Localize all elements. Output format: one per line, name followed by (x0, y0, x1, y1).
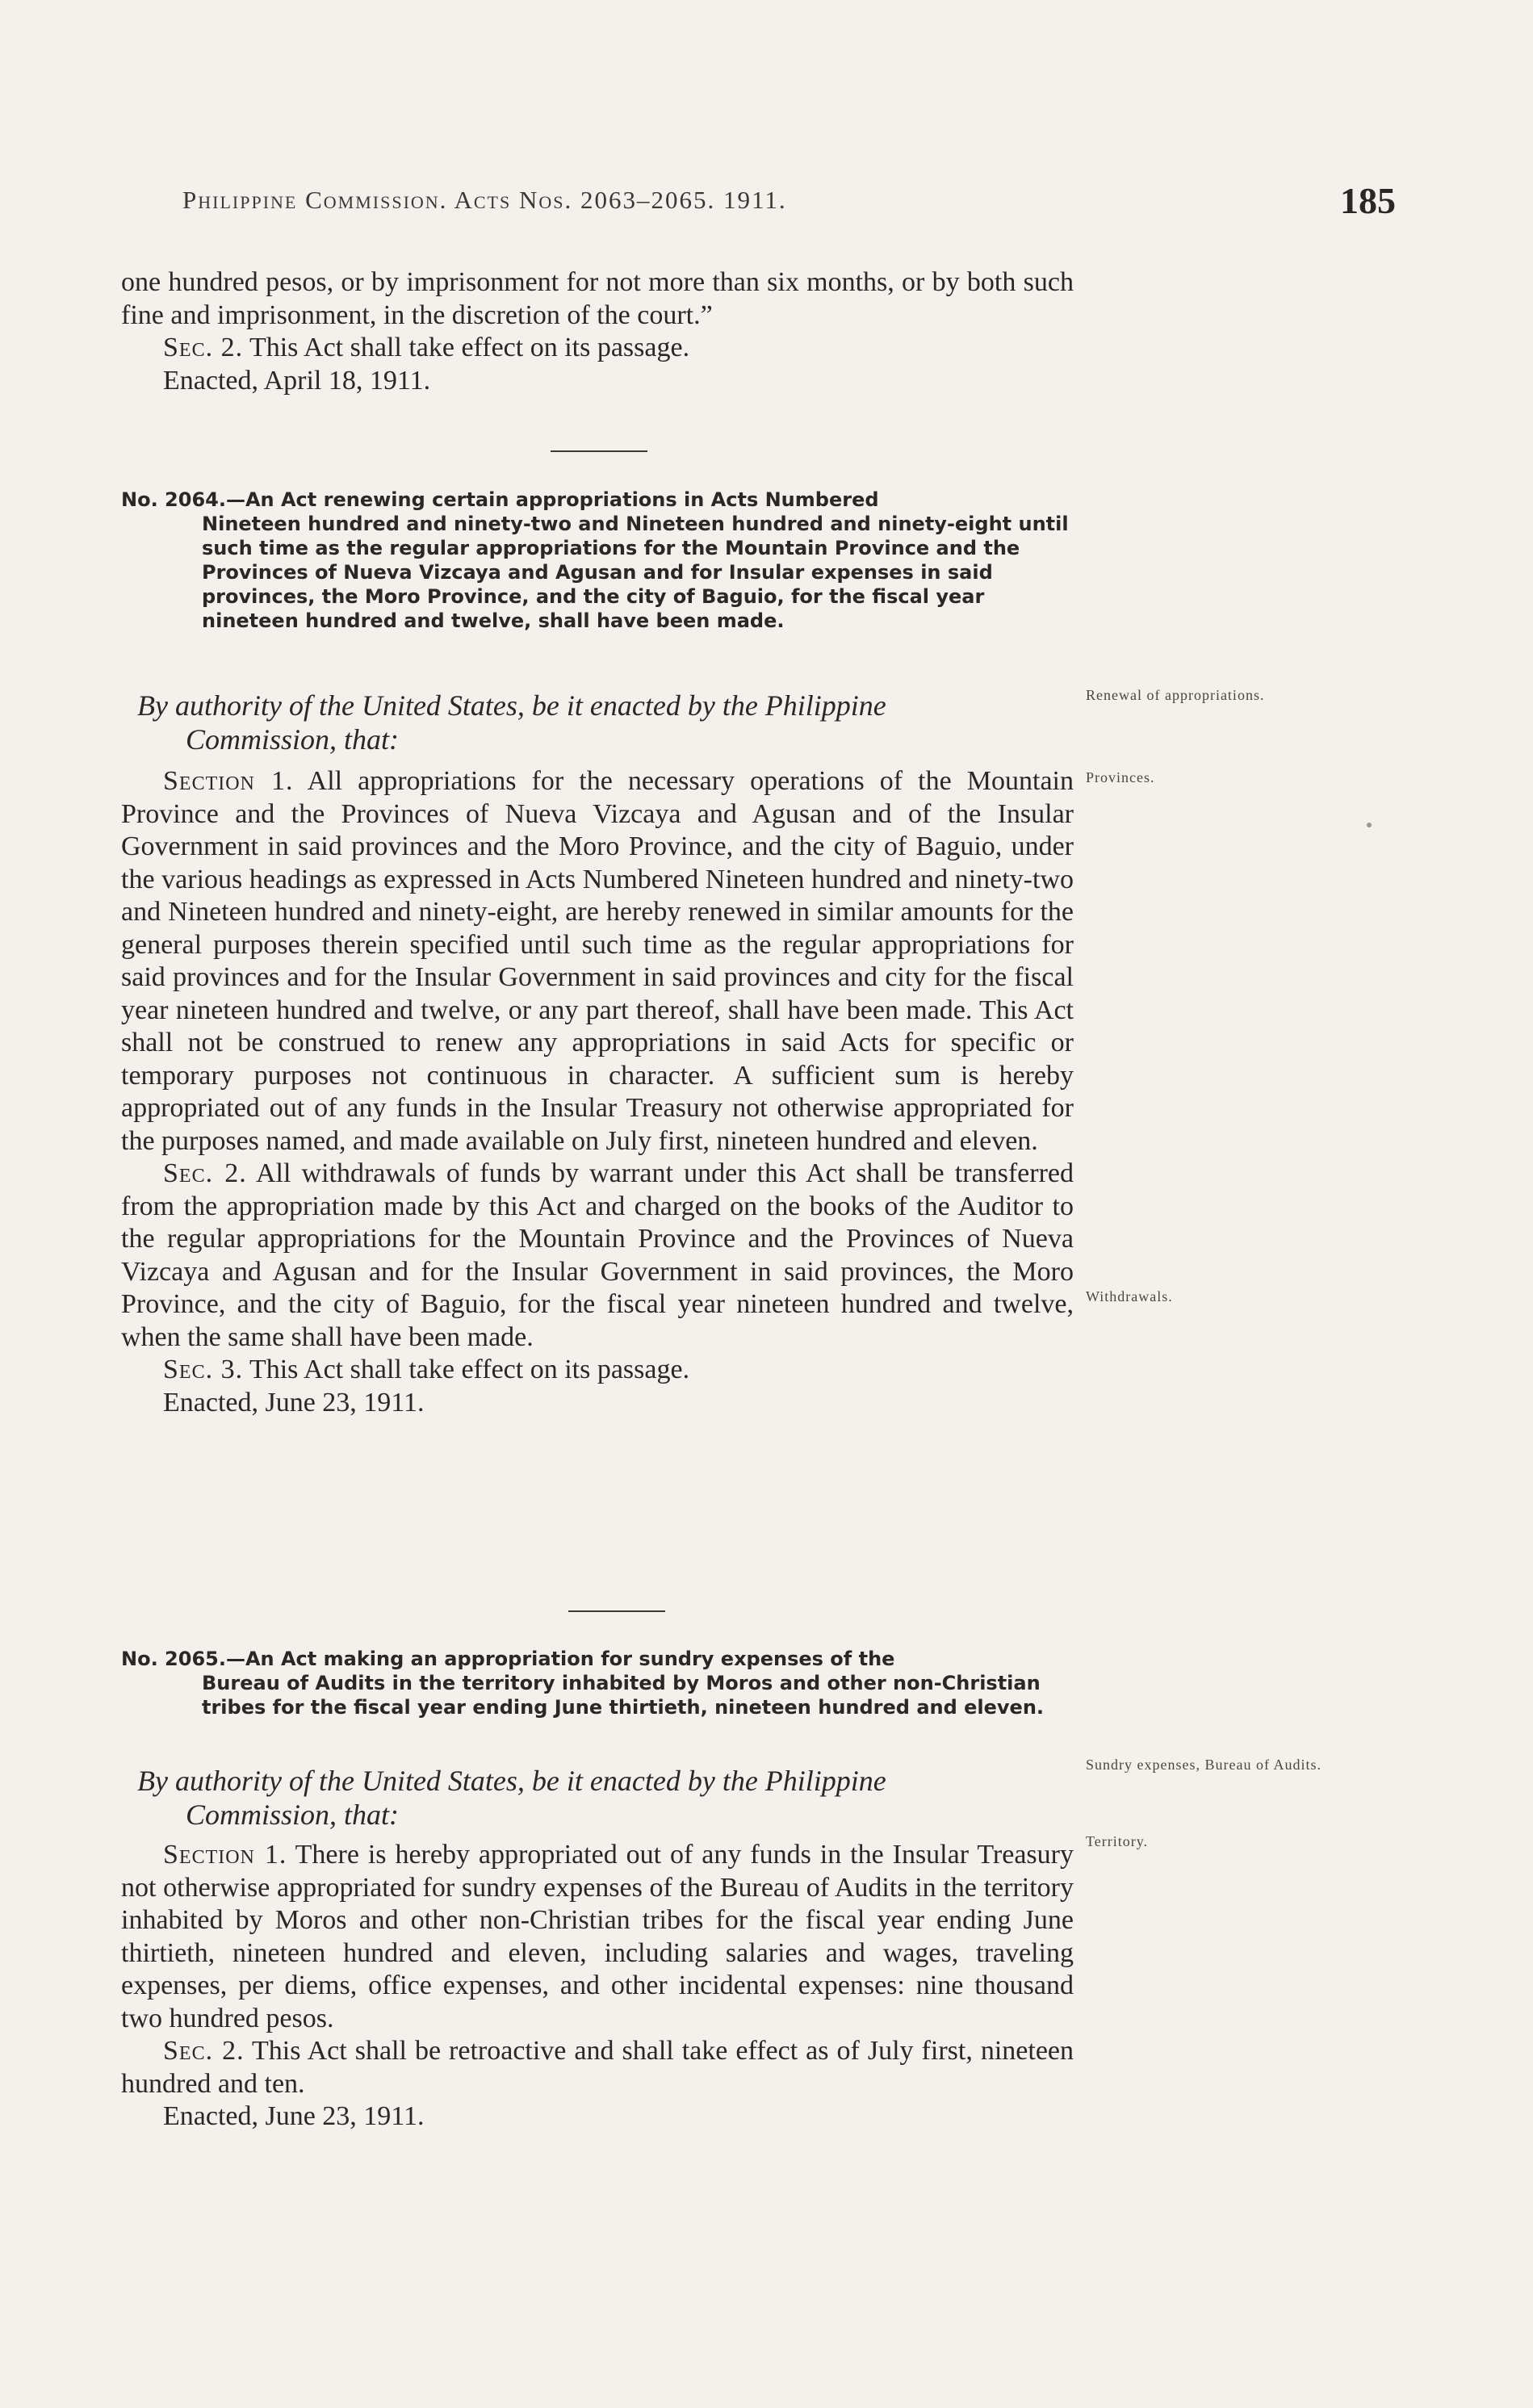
section-divider (568, 1610, 665, 1612)
section-label: Sec. 2. (163, 333, 244, 362)
section-label: Sec. 2. (163, 2036, 245, 2066)
act-2065-section-2 (121, 2035, 1074, 2100)
margin-note-provinces: Provinces. (1086, 769, 1155, 785)
enacting-line-2: Commission, that: (186, 723, 400, 756)
title-first-line: —An Act renewing certain appropriations in Acts Numbered (225, 488, 879, 511)
act-2065-section-1 (121, 1839, 1074, 2035)
act-2063-enacted: Enacted, April 18, 1911. (163, 365, 431, 396)
act-2064-title (121, 488, 1074, 633)
section-text: All appropriations for the necessary operations of the Mountain Province and the Provinces of Nueva Vizcaya and Agusan and of the Insular Government in said provinces and the Moro Province, and the city of Baguio, under the various headings as expressed in Acts Numbered Nineteen hundred and ninety-two and Nineteen hundred and ninety-eight, are hereby renewed in similar amounts for the general purposes therein specified until such time as the regular appropriations for said provinces and for the Insular Government in said provinces and city for the fiscal year nineteen hundred and twelve, or any part thereof, shall have been made. This Act shall not be construed to renew any appropriations in said Acts for specific or temporary purposes not continuous in character. A sufficient sum is hereby appropriated out of any funds in the Insular Treasury not otherwise appropriated for the purposes named, and made available on July first, nineteen hundred and eleven. (121, 766, 1074, 1156)
title-continuation: Nineteen hundred and ninety-two and Nineteen hundred and ninety-eight until such time as the regular appropriations for the Mountain Province and the Provinces of Nueva Vizcaya and Agusan and for Insular expenses in said provinces, the Moro Province, and the city of Baguio, for the fiscal year nineteen hundred and twelve, shall have been made. (202, 513, 1069, 632)
act-2063-continuation (121, 266, 1074, 397)
enacting-line-2: Commission, that: (186, 1799, 400, 1831)
act-2064-enacted: Enacted, June 23, 1911. (163, 1387, 425, 1418)
margin-note-territory: Territory. (1086, 1833, 1149, 1849)
continuation-paragraph: one hundred pesos, or by imprisonment for not more than six months, or by both such fine and imprisonment, in the discretion of the court.” (121, 267, 1074, 330)
running-head: Philippine Commission. Acts Nos. 2063–2065. 1911. (182, 186, 787, 214)
section-text: This Act shall take effect on its passage. (243, 1355, 690, 1384)
enacting-line-1: By authority of the United States, be it enacted by the Philippine (137, 1765, 886, 1797)
act-2064-body (121, 765, 1074, 1419)
section-label: Section 1. (163, 766, 294, 796)
act-2064-enacting-clause (137, 689, 1074, 756)
act-2064-section-3 (121, 1354, 1074, 1387)
margin-note-sundry-expenses: Sundry expenses, Bureau of Audits. (1086, 1757, 1321, 1773)
paper-speck (1367, 823, 1372, 827)
section-divider (551, 450, 647, 452)
section-label: Sec. 3. (163, 1355, 244, 1384)
act-number: No. 2065. (121, 1648, 226, 1670)
section-text: All withdrawals of funds by warrant under this Act shall be transferred from the appropriation made by this Act and charged on the books of the Auditor to the regular appropriations for the Mountain Province and the Provinces of Nueva Vizcaya and Agusan and for the Insular Government in said provinces, the Moro Province, and the city of Baguio, for the fiscal year nineteen hundred and twelve, when the same shall have been made. (121, 1158, 1074, 1352)
section-text: There is hereby appropriated out of any funds in the Insular Treasury not otherwise appropriated for sundry expenses of the Bureau of Audits in the territory inhabited by Moros and other non-Christian tribes for the fiscal year ending June thirtieth, nineteen hundred and eleven, including salaries and wages, traveling expenses, per diems, office expenses, and other incidental expenses: nine thousand two hundred pesos. (121, 1840, 1074, 2033)
act-2065-title (121, 1647, 1074, 1719)
section-text: This Act shall be retroactive and shall take effect as of July first, nineteen hundred and ten. (121, 2036, 1074, 2099)
title-first-line: —An Act making an appropriation for sundry expenses of the (225, 1648, 895, 1670)
section-text: This Act shall take effect on its passage. (243, 333, 690, 362)
margin-note-renewal: Renewal of appropriations. (1086, 687, 1265, 703)
act-number: No. 2064. (121, 488, 226, 511)
act-2065-enacted: Enacted, June 23, 1911. (163, 2101, 425, 2131)
act-2065-enacting-clause (137, 1764, 1074, 1832)
act-2065-body (121, 1839, 1074, 2134)
section-label: Sec. 2. (163, 1158, 247, 1188)
margin-note-withdrawals: Withdrawals. (1086, 1288, 1173, 1305)
act-2064-section-1 (121, 765, 1074, 1158)
act-2064-section-2 (121, 1158, 1074, 1354)
act-2063-section-2 (121, 332, 1074, 365)
enacting-line-1: By authority of the United States, be it enacted by the Philippine (137, 689, 886, 722)
title-continuation: Bureau of Audits in the territory inhabited by Moros and other non-Christian tribes for the fiscal year ending June thirtieth, nineteen hundred and eleven. (202, 1672, 1045, 1719)
section-label: Section 1. (163, 1840, 287, 1870)
page-number: 185 (1340, 180, 1396, 221)
